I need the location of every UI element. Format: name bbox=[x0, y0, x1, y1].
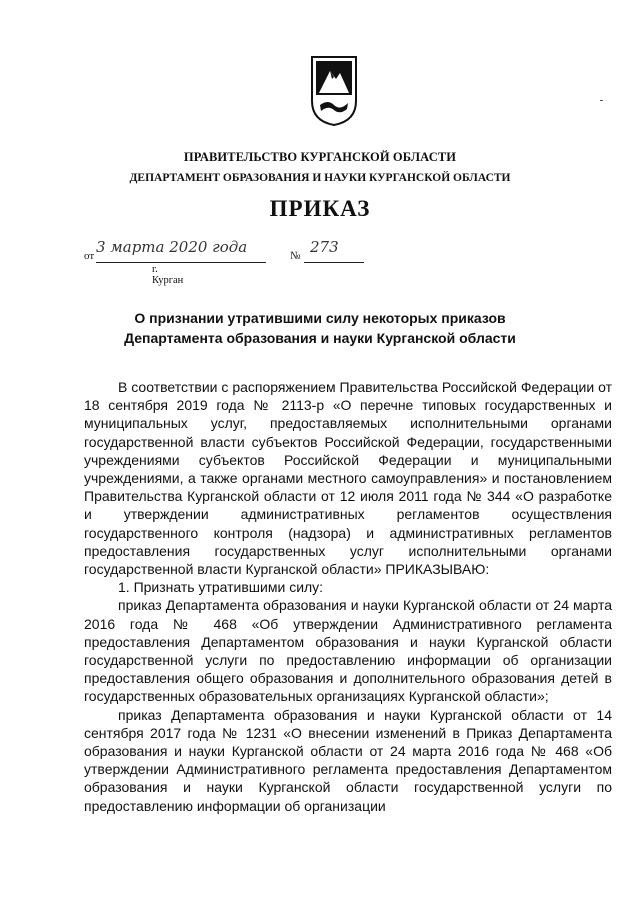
handwritten-date: 3 марта 2020 года bbox=[96, 238, 248, 256]
body-paragraph: приказ Департамента образования и науки Курганской области от 24 марта 2016 года № 468 «Об утверждении Административного регламента предоставления Департаментом образования и науки Курганской области государственной услуги по предоставлению информации об организации предоставления общего образования и дополнительного образования детей в государственных образовательных организациях Курганской области»; bbox=[84, 597, 612, 705]
order-title-line-2: Департамента образования и науки Курганской области bbox=[124, 330, 516, 346]
number-sign: № bbox=[290, 250, 301, 262]
order-title-line-1: О признании утратившими силу некоторых приказов bbox=[134, 310, 506, 326]
org-name-department: ДЕПАРТАМЕНТ ОБРАЗОВАНИЯ И НАУКИ КУРГАНСКОЙ ОБЛАСТИ bbox=[129, 172, 511, 184]
body-paragraph: приказ Департамента образования и науки Курганской области от 14 сентября 2017 года № 1231 «О внесении изменений в Приказ Департамента образования и науки Курганской области от 24 марта 2016 года № 468 «Об утверждении Административного регламента предоставления Департаментом образования и науки Курганской области государственной услуги по предоставлению информации об организации bbox=[84, 706, 612, 814]
date-prefix: от bbox=[84, 250, 95, 262]
number-underline bbox=[304, 262, 364, 263]
body-paragraph: В соответствии с распоряжением Правительства Российской Федерации от 18 сентября 2019 года № 2113-р «О перечне типовых государственных и муниципальных услуг, предоставляемых исполнительными органами государственной власти субъектов Российской Федерации, государственными учреждениями субъектов Российской Федерации и муниципальными учреждениями, а также органами местного самоуправления» и постановлением Правительства Курганской области от 12 июля 2011 года № 344 «О разработке и утверждении административных регламентов осуществления государственного контроля (надзора) и административных регламентов предоставления государственных услуг исполнительными органами государственной власти Курганской области» ПРИКАЗЫВАЮ: bbox=[84, 379, 612, 578]
handwritten-number: 273 bbox=[310, 238, 339, 256]
org-name-government: ПРАВИТЕЛЬСТВО КУРГАНСКОЙ ОБЛАСТИ bbox=[183, 150, 457, 164]
document-type: ПРИКАЗ bbox=[269, 196, 371, 221]
body-paragraph: 1. Признать утратившими силу: bbox=[118, 579, 324, 596]
scan-mark bbox=[600, 100, 603, 101]
date-underline bbox=[96, 262, 266, 263]
coat-of-arms-icon bbox=[310, 55, 358, 127]
city-label: г. Курган bbox=[152, 264, 184, 286]
order-body bbox=[84, 378, 612, 815]
